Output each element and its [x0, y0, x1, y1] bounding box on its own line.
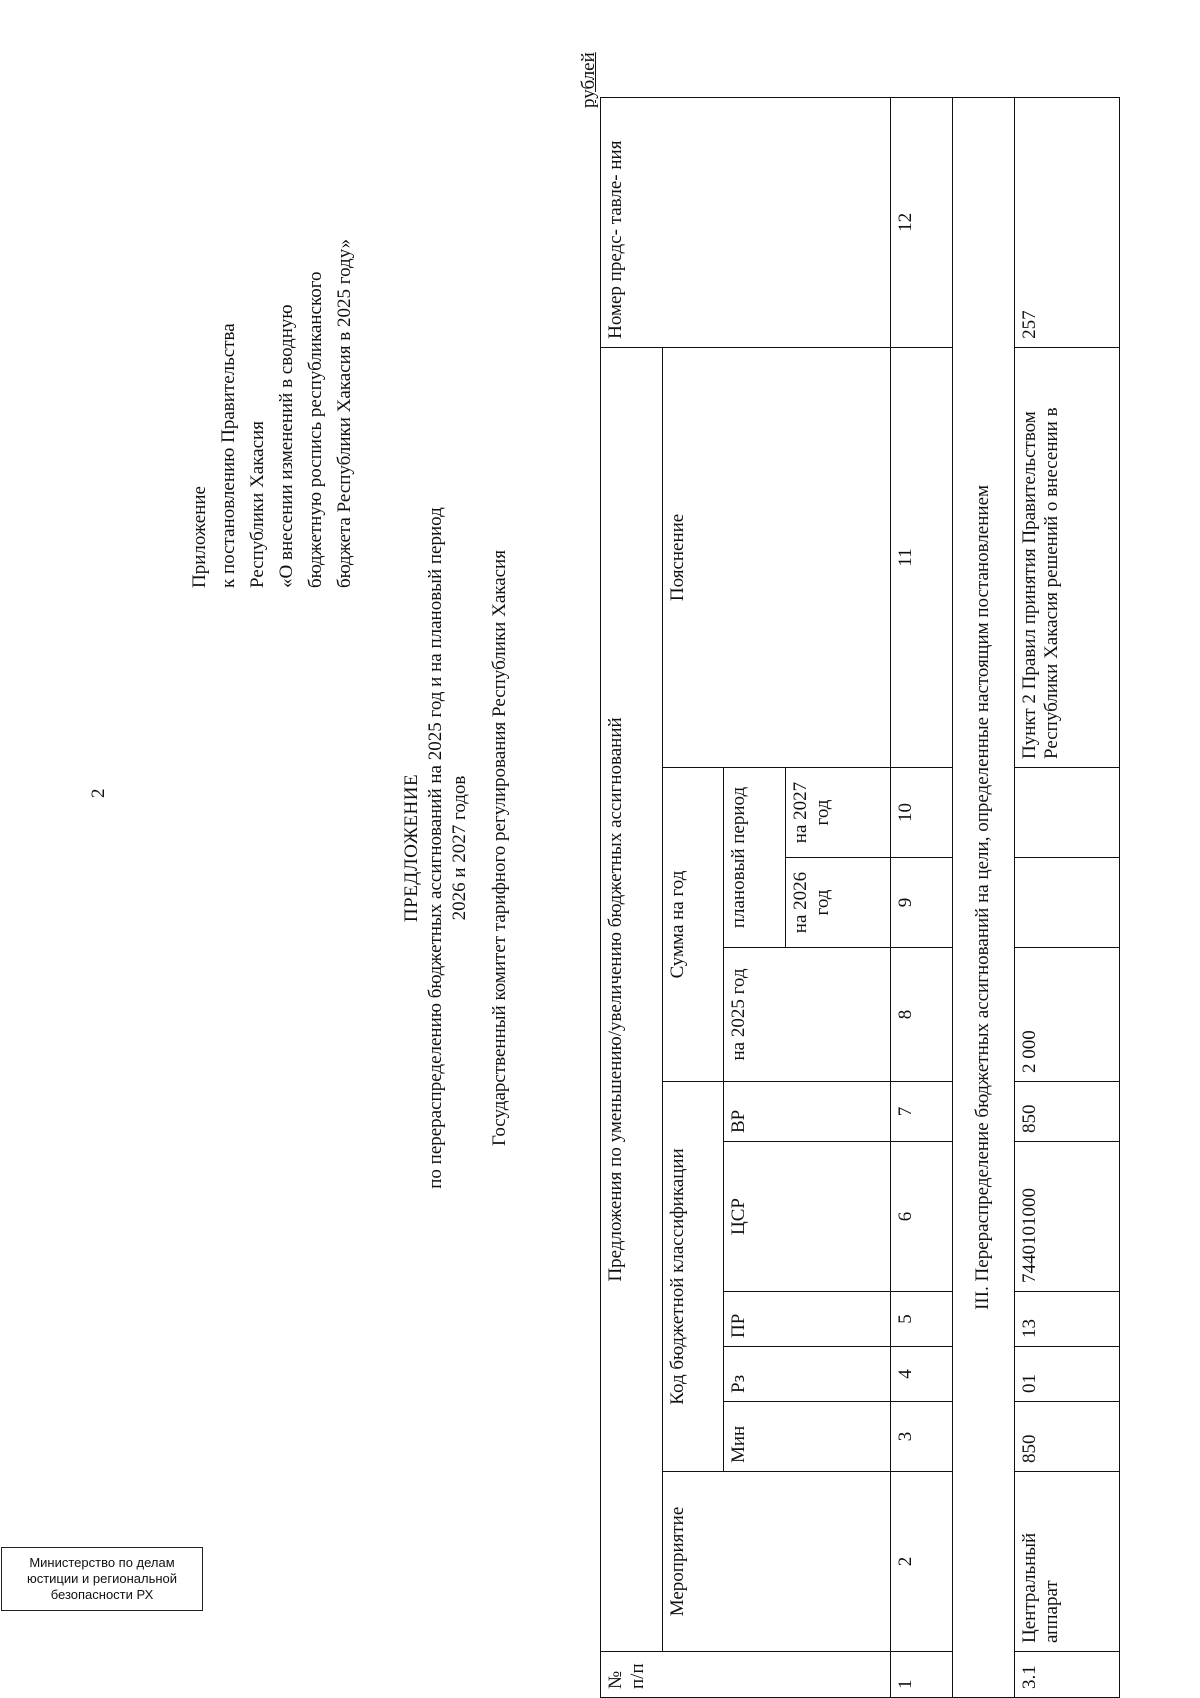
col-number: 3	[891, 1402, 953, 1472]
row-y2027	[1014, 768, 1119, 858]
appendix-header	[185, 28, 359, 588]
col-header-rep-number: Номер предс- тавле- ния	[601, 97, 891, 347]
row-explanation: Пункт 2 Правил принятия Правительством Республики Хакасия решений о внесении в	[1014, 347, 1119, 767]
col-header-y2026: на 2026 год	[785, 858, 890, 948]
document-title: ПРЕДЛОЖЕНИЕ	[401, 773, 422, 923]
col-header-plan-group: плановый период	[724, 768, 786, 948]
col-number: 11	[891, 347, 953, 767]
appendix-line: бюджета Республики Хакасия в 2025 году»	[334, 238, 355, 588]
registration-stamp	[1, 1547, 203, 1611]
col-header-vr: ВР	[724, 1082, 891, 1142]
table-row	[1014, 97, 1119, 1697]
organization-name: Государственный комитет тарифного регулирования Республики Хакасия	[489, 550, 510, 1146]
col-header-y2025: на 2025 год	[724, 948, 891, 1082]
col-header-code-group: Код бюджетной классификации	[662, 1082, 724, 1472]
appendix-line: Приложение	[189, 486, 210, 588]
document-subtitle: по перераспределению бюджетных ассигнований на 2025 год и на плановый период	[425, 507, 446, 1189]
row-pr: 13	[1014, 1292, 1119, 1347]
col-number: 2	[891, 1472, 953, 1652]
col-header-rz: Рз	[724, 1347, 891, 1402]
col-number: 1	[891, 1652, 953, 1698]
col-number: 10	[891, 768, 953, 858]
col-number: 4	[891, 1347, 953, 1402]
row-min: 850	[1014, 1402, 1119, 1472]
units-label: рублей	[578, 52, 599, 108]
section-row	[952, 97, 1014, 1697]
row-csr: 7440101000	[1014, 1142, 1119, 1292]
document-subtitle: 2026 и 2027 годов	[449, 775, 470, 921]
page-number: 2	[88, 788, 109, 798]
row-y2025: 2 000	[1014, 948, 1119, 1082]
row-y2026	[1014, 858, 1119, 948]
stamp-line: Министерство по делам	[29, 1555, 175, 1570]
row-rep-number: 257	[1014, 97, 1119, 347]
appendix-line: к постановлению Правительства	[218, 323, 239, 588]
col-header-event: Мероприятие	[662, 1472, 891, 1652]
col-header-min: Мин	[724, 1402, 891, 1472]
col-number: 5	[891, 1292, 953, 1347]
col-number: 12	[891, 97, 953, 347]
appendix-line: «О внесении изменений в сводную	[276, 304, 297, 588]
col-header-explanation: Пояснение	[662, 347, 891, 767]
appendix-line: Республики Хакасия	[247, 421, 268, 588]
appendix-line: бюджетную роспись республиканского	[305, 271, 326, 588]
document-title-block	[400, 198, 512, 1498]
col-header-num: № п/п	[601, 1652, 891, 1698]
col-number: 6	[891, 1142, 953, 1292]
row-rz: 01	[1014, 1347, 1119, 1402]
col-header-pr: ПР	[724, 1292, 891, 1347]
header-group: Предложения по уменьшению/увеличению бюджетных ассигнований	[601, 347, 663, 1651]
col-number: 7	[891, 1082, 953, 1142]
section-title: III. Перераспределение бюджетных ассигнований на цели, определенные настоящим постановлением	[952, 97, 1014, 1697]
stamp-line: безопасности РХ	[50, 1587, 154, 1602]
col-number: 9	[891, 858, 953, 948]
budget-table	[600, 97, 1120, 1698]
header-row	[601, 97, 663, 1697]
column-number-row	[891, 97, 953, 1697]
row-vr: 850	[1014, 1082, 1119, 1142]
col-header-csr: ЦСР	[724, 1142, 891, 1292]
row-num: 3.1	[1014, 1652, 1119, 1698]
stamp-line: юстиции и региональной	[26, 1571, 178, 1586]
col-number: 8	[891, 948, 953, 1082]
col-header-y2027: на 2027 год	[785, 768, 890, 858]
row-event: Центральный аппарат	[1014, 1472, 1119, 1652]
col-header-sum-group: Сумма на год	[662, 768, 724, 1082]
